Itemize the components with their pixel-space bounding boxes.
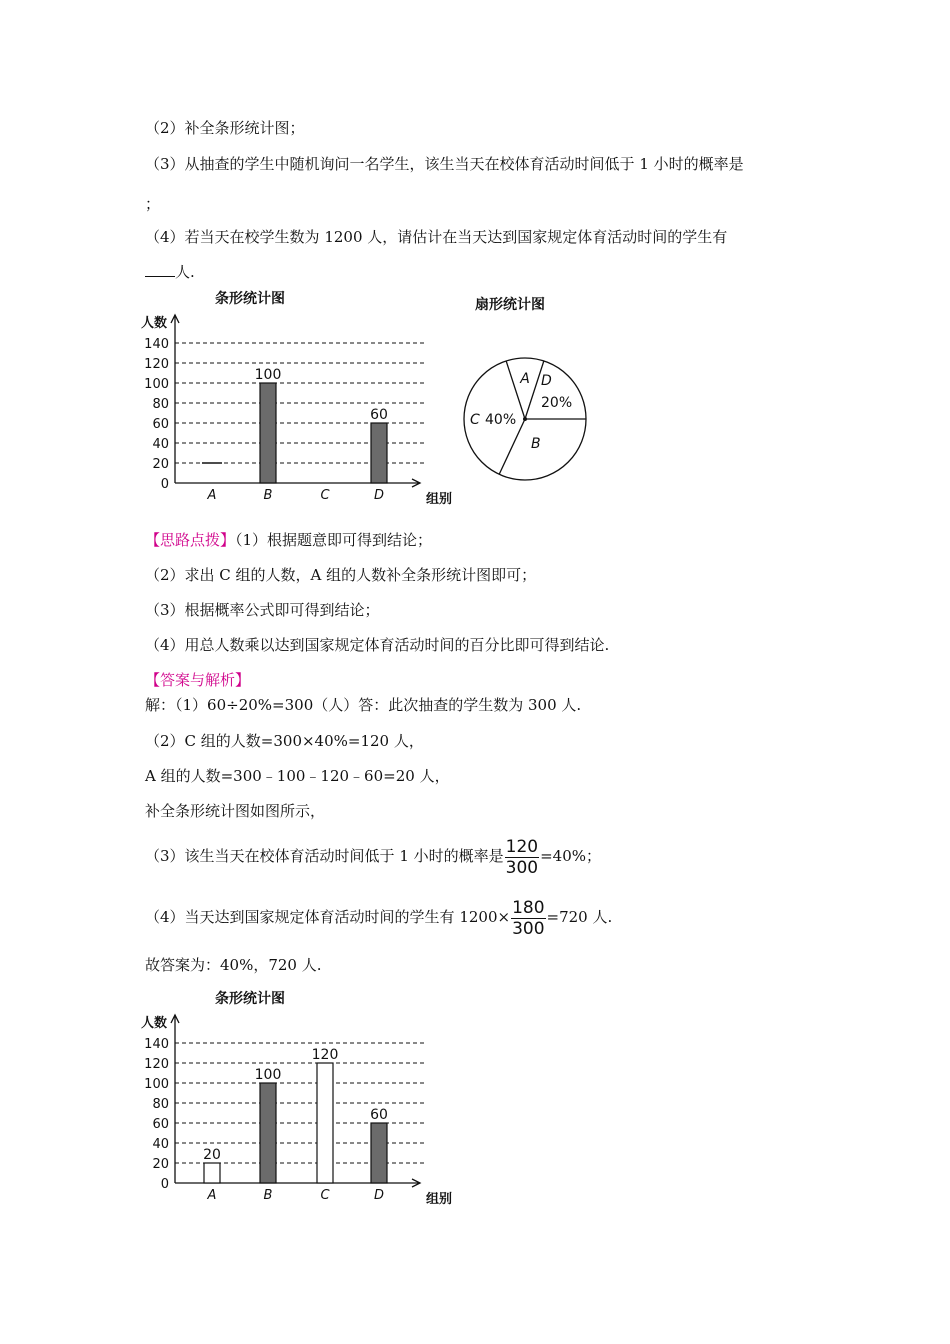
y-tick-label: 100 [144, 377, 169, 392]
bar [260, 1083, 276, 1183]
question-4-end [145, 262, 195, 282]
y-tick-label: 40 [152, 437, 169, 452]
x-axis-label: 组别 [426, 1192, 453, 1207]
y-tick-label: 120 [144, 357, 169, 372]
hint-tag: 【思路点拨】 [145, 531, 236, 549]
bar [260, 383, 276, 483]
hint-text-1: （1）根据题意即可得到结论； [235, 531, 433, 549]
answer-5-pre: （3）该生当天在校体育活动时间低于 1 小时的概率是 [145, 847, 504, 865]
slice-pct-c: 40% [485, 412, 517, 428]
slice-label-b: B [531, 436, 541, 452]
answer-5-post: =40%； [540, 847, 602, 865]
answer-line-4: 补全条形统计图如图所示， [145, 802, 326, 820]
x-tick-label: D [373, 488, 385, 503]
y-tick-label: 20 [152, 1157, 169, 1172]
y-tick-label: 100 [144, 1077, 169, 1092]
x-axis-label: 组别 [426, 492, 453, 507]
answer-6-pre: （4）当天达到国家规定体育活动时间的学生有 1200× [145, 908, 511, 926]
answer-blank [145, 262, 175, 277]
x-tick-label: C [320, 1188, 330, 1203]
bar-value-label: 20 [203, 1147, 221, 1163]
y-tick-label: 120 [144, 1057, 169, 1072]
bar-value-label: 120 [311, 1047, 339, 1063]
y-tick-label: 0 [160, 477, 169, 492]
answer-line-5 [145, 834, 601, 878]
answer-tag: 【答案与解析】 [145, 671, 251, 689]
y-axis-label: 人数 [141, 1016, 168, 1031]
hint-line-2: （2）求出 C 组的人数，A 组的人数补全条形统计图即可； [145, 566, 537, 584]
y-tick-label: 140 [144, 337, 169, 352]
x-tick-label: A [207, 1188, 217, 1203]
y-axis-label: 人数 [141, 316, 168, 331]
y-tick-label: 0 [160, 1177, 169, 1192]
hint-line-3: （3）根据概率公式即可得到结论； [145, 601, 380, 619]
fraction-denominator: 300 [505, 857, 539, 878]
bar-value-label: 60 [370, 407, 388, 423]
answer-line-6 [145, 895, 612, 939]
y-tick-label: 40 [152, 1137, 169, 1152]
x-tick-label: B [263, 488, 273, 503]
fraction-denominator: 300 [512, 918, 545, 939]
bar [317, 1063, 333, 1183]
hint-line-4: （4）用总人数乘以达到国家规定体育活动时间的百分比即可得到结论. [145, 636, 610, 654]
fraction-numerator: 120 [505, 836, 539, 857]
question-4: （4）若当天在校学生数为 1200 人，请估计在当天达到国家规定体育活动时间的学生有 [145, 228, 728, 246]
question-2: （2）补全条形统计图； [145, 119, 305, 137]
bar-chart-incomplete [135, 285, 465, 515]
bar-value-label: 100 [254, 1067, 282, 1083]
pie-chart [460, 285, 630, 515]
fraction-180-300 [511, 898, 545, 939]
y-tick-label: 20 [152, 457, 169, 472]
bar-value-label: 100 [254, 367, 282, 383]
x-tick-label: B [263, 1188, 273, 1203]
pie-center [523, 417, 527, 421]
question-3: （3）从抽查的学生中随机询问一名学生，该生当天在校体育活动时间低于 1 小时的概率是 [145, 155, 744, 173]
y-tick-label: 80 [152, 1097, 169, 1112]
x-tick-label: A [207, 488, 217, 503]
slice-label-c: C [470, 412, 480, 428]
slice-label-d: D [541, 373, 552, 389]
answer-6-post: =720 人. [546, 908, 613, 926]
chart-title: 扇形统计图 [475, 297, 545, 313]
x-tick-label: C [320, 488, 330, 503]
bar [204, 1163, 220, 1183]
y-tick-label: 60 [152, 1117, 169, 1132]
hint-line-1 [145, 530, 432, 550]
question-3-end: ； [145, 195, 161, 213]
bar [371, 423, 387, 483]
bar-value-label: 60 [370, 1107, 388, 1123]
answer-line-2: （2）C 组的人数=300×40%=120 人， [145, 732, 424, 750]
bar [371, 1123, 387, 1183]
fraction-120-300 [505, 837, 539, 878]
answer-line-3: A 组的人数=300﹣100﹣120﹣60=20 人， [145, 767, 450, 785]
x-tick-label: D [373, 1188, 385, 1203]
chart-title: 条形统计图 [215, 991, 285, 1007]
slice-label-a: A [520, 371, 530, 387]
bar-chart-complete [135, 985, 465, 1205]
y-tick-label: 60 [152, 417, 169, 432]
y-tick-label: 80 [152, 397, 169, 412]
final-answer: 故答案为：40%，720 人. [145, 956, 322, 974]
answer-line-1: 解：（1）60÷20%=300（人）答：此次抽查的学生数为 300 人. [145, 696, 582, 714]
fraction-numerator: 180 [512, 897, 545, 918]
question-4-end-text: 人. [175, 263, 195, 281]
slice-pct-d: 20% [541, 395, 573, 411]
chart-title: 条形统计图 [215, 291, 285, 307]
y-tick-label: 140 [144, 1037, 169, 1052]
